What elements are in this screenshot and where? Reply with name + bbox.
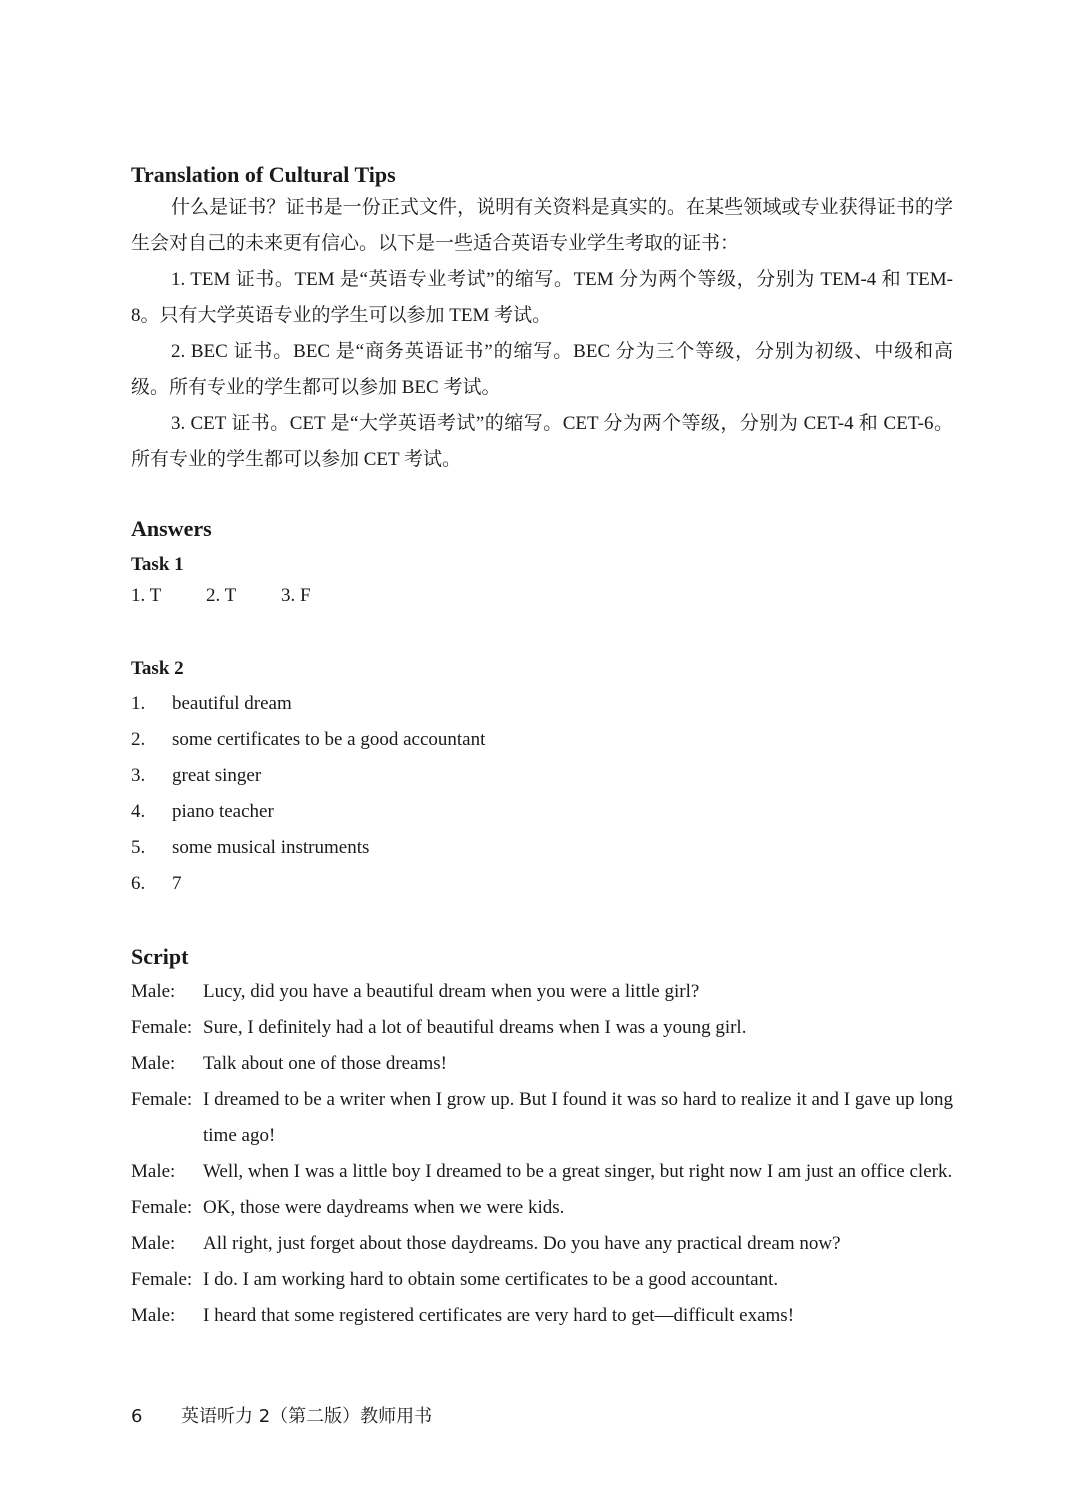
task1-answer: 2. T xyxy=(206,585,237,606)
utterance: OK, those were daydreams when we were kids. xyxy=(203,1197,565,1218)
task1-answer: 3. F xyxy=(281,585,311,606)
dialog-line xyxy=(131,1046,953,1082)
dialog-line xyxy=(131,1298,953,1334)
book-title: 英语听力 2（第二版）教师用书 xyxy=(181,1406,433,1427)
speaker: Male: xyxy=(131,981,176,1002)
cultural-tips-section xyxy=(131,160,953,478)
item-number: 3. xyxy=(131,765,146,786)
item-text: 7 xyxy=(172,873,182,894)
page-content xyxy=(131,160,953,1334)
speaker: Male: xyxy=(131,1161,176,1182)
script-dialog xyxy=(131,974,953,1334)
dialog-line xyxy=(131,1262,953,1298)
speaker: Male: xyxy=(131,1305,176,1326)
utterance: All right, just forget about those daydreams. Do you have any practical dream now? xyxy=(203,1233,841,1254)
utterance: Talk about one of those dreams! xyxy=(203,1053,448,1074)
dialog-line xyxy=(131,1010,953,1046)
dialog-line xyxy=(131,1190,953,1226)
tips-paragraph: 1. TEM 证书。TEM 是“英语专业考试”的缩写。TEM 分为两个等级，分别为 TEM-4 和 TEM-8。只有大学英语专业的学生可以参加 TEM 考试。 xyxy=(131,269,953,326)
list-item xyxy=(131,866,953,902)
utterance: I heard that some registered certificates are very hard to get—difficult exams! xyxy=(203,1305,795,1326)
script-section xyxy=(131,942,953,1334)
speaker: Female: xyxy=(131,1197,193,1218)
task2-answers xyxy=(131,686,953,902)
speaker: Female: xyxy=(131,1017,193,1038)
page-footer xyxy=(131,1402,432,1432)
task1-answer: 1. T xyxy=(131,585,162,606)
item-text: beautiful dream xyxy=(172,693,292,714)
utterance: I do. I am working hard to obtain some certificates to be a good accountant. xyxy=(203,1269,779,1290)
task1-answers xyxy=(131,578,953,614)
item-text: some musical instruments xyxy=(172,837,370,858)
speaker: Female: xyxy=(131,1089,193,1110)
section-title-answers: Answers xyxy=(131,516,212,541)
dialog-line xyxy=(131,1082,953,1154)
task1-title: Task 1 xyxy=(131,554,184,575)
list-item xyxy=(131,830,953,866)
tips-paragraph: 2. BEC 证书。BEC 是“商务英语证书”的缩写。BEC 分为三个等级，分别为初级、中级和高级。所有专业的学生都可以参加 BEC 考试。 xyxy=(131,341,953,398)
list-item xyxy=(131,758,953,794)
utterance: I dreamed to be a writer when I grow up. But I found it was so hard to realize it and I gave up long time ago! xyxy=(203,1089,953,1146)
speaker: Female: xyxy=(131,1269,193,1290)
utterance: Lucy, did you have a beautiful dream when you were a little girl? xyxy=(203,981,700,1002)
section-title-cultural-tips: Translation of Cultural Tips xyxy=(131,162,396,187)
speaker: Male: xyxy=(131,1233,176,1254)
speaker: Male: xyxy=(131,1053,176,1074)
page-number: 6 xyxy=(131,1406,143,1427)
tips-paragraph: 3. CET 证书。CET 是“大学英语考试”的缩写。CET 分为两个等级，分别为 CET-4 和 CET-6。所有专业的学生都可以参加 CET 考试。 xyxy=(131,413,953,470)
dialog-line xyxy=(131,1226,953,1262)
item-number: 5. xyxy=(131,837,146,858)
item-text: great singer xyxy=(172,765,262,786)
utterance: Well, when I was a little boy I dreamed to be a great singer, but right now I am just an office clerk. xyxy=(203,1161,953,1182)
utterance: Sure, I definitely had a lot of beautiful dreams when I was a young girl. xyxy=(203,1017,747,1038)
item-number: 2. xyxy=(131,729,146,750)
section-title-script: Script xyxy=(131,944,189,969)
item-number: 6. xyxy=(131,873,146,894)
list-item xyxy=(131,722,953,758)
task2-title: Task 2 xyxy=(131,658,184,679)
list-item xyxy=(131,686,953,722)
list-item xyxy=(131,794,953,830)
item-number: 1. xyxy=(131,693,146,714)
dialog-line xyxy=(131,1154,953,1190)
item-number: 4. xyxy=(131,801,146,822)
answers-section xyxy=(131,514,953,902)
dialog-line xyxy=(131,974,953,1010)
tips-paragraph: 什么是证书？证书是一份正式文件，说明有关资料是真实的。在某些领域或专业获得证书的学生会对自己的未来更有信心。以下是一些适合英语专业学生考取的证书： xyxy=(131,197,953,254)
item-text: some certificates to be a good accountant xyxy=(172,729,486,750)
item-text: piano teacher xyxy=(172,801,274,822)
